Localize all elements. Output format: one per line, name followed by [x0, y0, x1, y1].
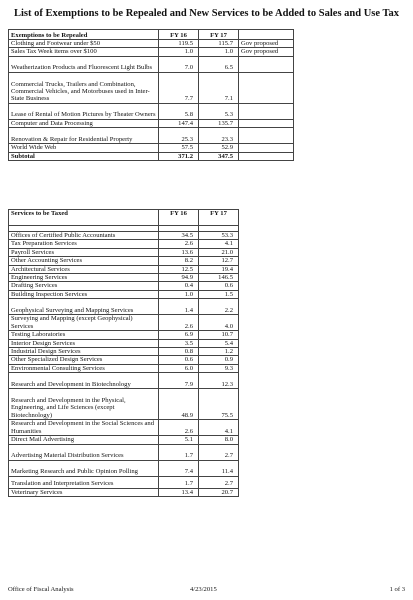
- table-row: [9, 56, 294, 72]
- row-name: Computer and Data Processing: [9, 119, 159, 127]
- services-header-row: [9, 210, 239, 226]
- table-row: [9, 282, 239, 290]
- footer-page: 1 of 3: [389, 586, 405, 593]
- row-fy17: 7.1: [199, 72, 239, 103]
- document-title: List of Exemptions to be Repealed and New Services to be Added to Sales and Use Tax: [13, 8, 400, 19]
- row-name: Direct Mail Advertising: [9, 436, 159, 444]
- subtotal-row: [9, 152, 294, 160]
- row-fy17: 135.7: [199, 119, 239, 127]
- row-fy16: 94.9: [159, 274, 199, 282]
- table-row: [9, 290, 239, 298]
- row-name: Advertising Material Distribution Services: [9, 444, 159, 460]
- row-name: World Wide Web: [9, 144, 159, 152]
- row-fy17: 6.5: [199, 56, 239, 72]
- row-note: [239, 119, 294, 127]
- row-fy17: 1.2: [199, 348, 239, 356]
- table-row: [9, 444, 239, 460]
- row-fy17: 5.4: [199, 339, 239, 347]
- row-fy17: 53.3: [199, 232, 239, 240]
- table-row: [9, 339, 239, 347]
- row-name: Sales Tax Week items over $100: [9, 48, 159, 56]
- row-note: [239, 103, 294, 119]
- table-row: [9, 488, 239, 496]
- subtotal-note: [239, 152, 294, 160]
- row-fy16: 13.6: [159, 248, 199, 256]
- row-fy16: 7.4: [159, 460, 199, 476]
- row-fy16: 2.6: [159, 420, 199, 436]
- row-name: Environmental Consulting Services: [9, 364, 159, 372]
- table-row: [9, 420, 239, 436]
- row-name: Offices of Certified Public Accountants: [9, 232, 159, 240]
- services-table: [8, 209, 239, 497]
- table-row: [9, 257, 239, 265]
- row-fy17: 0.9: [199, 356, 239, 364]
- table-row: [9, 248, 239, 256]
- row-fy17: 19.4: [199, 265, 239, 273]
- row-note: [239, 56, 294, 72]
- row-fy17: 2.2: [199, 299, 239, 315]
- row-name: Testing Laboratories: [9, 331, 159, 339]
- table-row: [9, 48, 294, 56]
- table-row: [9, 348, 239, 356]
- table-row: [9, 274, 239, 282]
- table-row: [9, 232, 239, 240]
- row-fy16: 7.9: [159, 373, 199, 389]
- row-name: Drafting Services: [9, 282, 159, 290]
- row-fy17: 23.3: [199, 128, 239, 144]
- row-fy17: 1.0: [199, 48, 239, 56]
- table-row: [9, 72, 294, 103]
- row-fy16: 13.4: [159, 488, 199, 496]
- row-fy16: 3.5: [159, 339, 199, 347]
- row-name: Payroll Services: [9, 248, 159, 256]
- exemptions-header-row: [9, 30, 294, 40]
- table-row: [9, 240, 239, 248]
- row-fy16: 147.4: [159, 119, 199, 127]
- row-name: Surveying and Mapping (except Geophysical) Services: [9, 315, 159, 331]
- row-fy16: 57.5: [159, 144, 199, 152]
- table-row: [9, 436, 239, 444]
- row-fy16: 6.9: [159, 331, 199, 339]
- exemptions-col-fy16: FY 16: [159, 30, 199, 40]
- row-fy17: 10.7: [199, 331, 239, 339]
- services-col-fy16: FY 16: [159, 210, 199, 226]
- row-fy16: 6.0: [159, 364, 199, 372]
- row-fy17: 4.0: [199, 315, 239, 331]
- row-fy17: 12.3: [199, 373, 239, 389]
- table-row: [9, 389, 239, 420]
- row-fy17: 75.5: [199, 389, 239, 420]
- row-name: Other Accounting Services: [9, 257, 159, 265]
- row-name: Research and Development in the Physical, Engineering, and Life Sciences (except Biotechnology): [9, 389, 159, 420]
- row-fy17: 0.6: [199, 282, 239, 290]
- table-row: [9, 331, 239, 339]
- footer-date: 4/23/2015: [190, 586, 217, 593]
- row-name: Clothing and Footwear under $50: [9, 40, 159, 48]
- row-note: Gov proposed: [239, 40, 294, 48]
- row-fy17: 146.5: [199, 274, 239, 282]
- table-row: [9, 460, 239, 476]
- row-fy17: 2.7: [199, 476, 239, 488]
- row-name: Tax Preparation Services: [9, 240, 159, 248]
- exemptions-col-fy17: FY 17: [199, 30, 239, 40]
- table-row: [9, 40, 294, 48]
- row-fy16: 5.1: [159, 436, 199, 444]
- row-fy16: 0.4: [159, 282, 199, 290]
- row-fy16: 2.6: [159, 240, 199, 248]
- row-fy17: 4.1: [199, 420, 239, 436]
- row-fy16: 5.8: [159, 103, 199, 119]
- row-fy17: 20.7: [199, 488, 239, 496]
- footer-office: Office of Fiscal Analysis: [8, 586, 74, 593]
- row-note: Gov proposed: [239, 48, 294, 56]
- row-name: Veterinary Services: [9, 488, 159, 496]
- subtotal-label: Subtotal: [9, 152, 159, 160]
- table-row: [9, 119, 294, 127]
- row-fy17: 115.7: [199, 40, 239, 48]
- table-row: [9, 265, 239, 273]
- row-fy17: 21.0: [199, 248, 239, 256]
- row-name: Engineering Services: [9, 274, 159, 282]
- row-fy17: 9.3: [199, 364, 239, 372]
- row-name: Geophysical Surveying and Mapping Services: [9, 299, 159, 315]
- row-fy17: 4.1: [199, 240, 239, 248]
- row-fy16: 48.9: [159, 389, 199, 420]
- row-name: Marketing Research and Public Opinion Polling: [9, 460, 159, 476]
- row-name: Interior Design Services: [9, 339, 159, 347]
- row-name: Research and Development in Biotechnology: [9, 373, 159, 389]
- row-fy16: 2.6: [159, 315, 199, 331]
- subtotal-fy16: 371.2: [159, 152, 199, 160]
- row-fy16: 7.7: [159, 72, 199, 103]
- exemptions-heading: Exemptions to be Repealed: [9, 30, 159, 40]
- table-row: [9, 144, 294, 152]
- row-fy16: 0.8: [159, 348, 199, 356]
- table-row: [9, 476, 239, 488]
- row-name: Weatherization Products and Fluorescent Light Bulbs: [9, 56, 159, 72]
- row-fy16: 1.7: [159, 476, 199, 488]
- table-row: [9, 103, 294, 119]
- row-note: [239, 128, 294, 144]
- row-name: Translation and Interpretation Services: [9, 476, 159, 488]
- table-row: [9, 356, 239, 364]
- services-col-fy17: FY 17: [199, 210, 239, 226]
- row-note: [239, 72, 294, 103]
- row-name: Renovation & Repair for Residential Property: [9, 128, 159, 144]
- row-fy17: 12.7: [199, 257, 239, 265]
- row-fy17: 1.5: [199, 290, 239, 298]
- row-name: Commercial Trucks, Trailers and Combination, Commercial Vehicles, and Motorbuses used in Inter-State Business: [9, 72, 159, 103]
- row-fy16: 34.5: [159, 232, 199, 240]
- row-fy16: 1.4: [159, 299, 199, 315]
- services-heading: Services to be Taxed: [9, 210, 159, 226]
- row-fy16: 1.7: [159, 444, 199, 460]
- row-fy16: 12.5: [159, 265, 199, 273]
- row-name: Building Inspection Services: [9, 290, 159, 298]
- row-name: Industrial Design Services: [9, 348, 159, 356]
- table-row: [9, 373, 239, 389]
- exemptions-table: [8, 29, 294, 161]
- row-fy17: 8.0: [199, 436, 239, 444]
- row-fy17: 2.7: [199, 444, 239, 460]
- row-fy16: 25.3: [159, 128, 199, 144]
- row-name: Architectural Services: [9, 265, 159, 273]
- table-row: [9, 128, 294, 144]
- row-fy16: 1.0: [159, 48, 199, 56]
- row-fy16: 8.2: [159, 257, 199, 265]
- subtotal-fy17: 347.5: [199, 152, 239, 160]
- row-fy17: 11.4: [199, 460, 239, 476]
- row-fy16: 119.5: [159, 40, 199, 48]
- table-row: [9, 364, 239, 372]
- row-name: Other Specialized Design Services: [9, 356, 159, 364]
- table-row: [9, 315, 239, 331]
- row-name: Research and Development in the Social Sciences and Humanities: [9, 420, 159, 436]
- row-name: Lease of Rental of Motion Pictures by Theater Owners: [9, 103, 159, 119]
- table-row: [9, 299, 239, 315]
- row-fy17: 52.9: [199, 144, 239, 152]
- row-note: [239, 144, 294, 152]
- row-fy16: 1.0: [159, 290, 199, 298]
- row-fy16: 7.0: [159, 56, 199, 72]
- exemptions-col-note: [239, 30, 294, 40]
- row-fy17: 5.3: [199, 103, 239, 119]
- row-fy16: 0.6: [159, 356, 199, 364]
